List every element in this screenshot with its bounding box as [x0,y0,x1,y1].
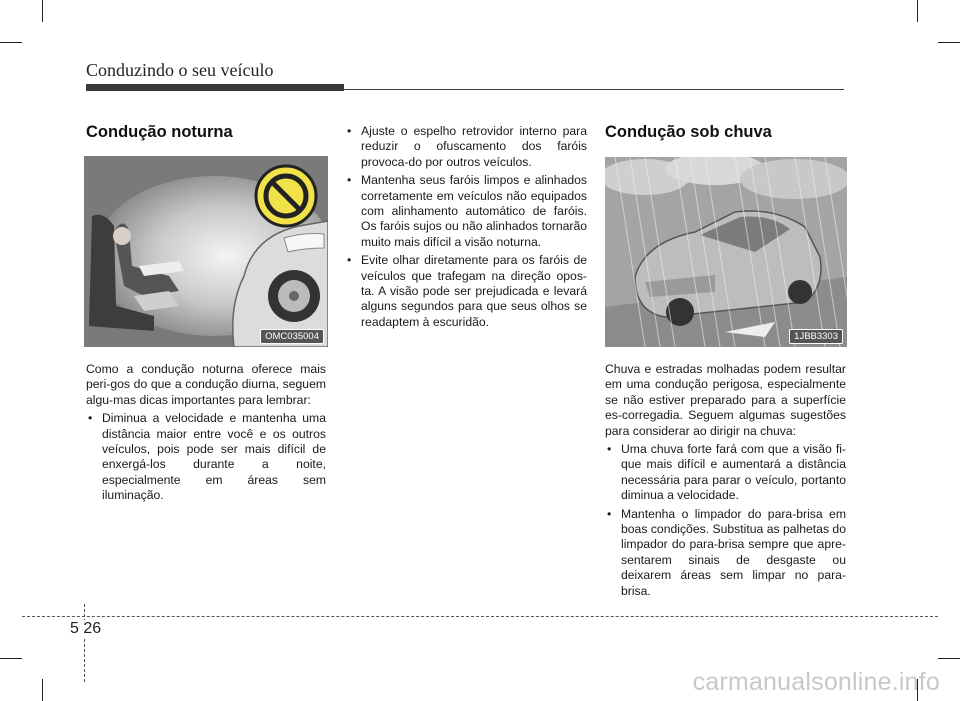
crop-mark [42,679,43,701]
bullet-glyph: • [347,173,352,188]
image-code-label: 1JBB3303 [789,329,843,344]
list-item [605,442,846,504]
bullet-glyph: • [347,253,352,268]
rain-intro: Chuva e estradas molhadas podem resultar em uma condução perigosa, especialmente se não estiver preparado para a superfície es-corregadia. Seguem algumas sugestões para considerar ao dirigir na chuva: [605,362,846,438]
rain-bullet-1: Uma chuva forte fará com que a visão fi-que mais difícil e aumentará a distância necessária para parar o veículo, portanto diminua a velocidade. [621,442,846,503]
list-item [345,173,587,250]
night-bullet-3: Mantenha seus faróis limpos e alinhados corretamente em veículos não equipados com alinhamento automático de faróis. Os faróis sujos ou não alinhados tornarão muito mais difícil a visão noturna. [361,173,587,249]
night-bullet-4: Evite olhar diretamente para os faróis de veículos que trafegam na direção opos-ta. A visão pode ser prejudicada e levará alguns segundos para que seus olhos se readaptem à escuridão. [361,253,587,329]
header-rule-thin [344,89,844,90]
bullet-glyph: • [88,411,93,426]
bullet-glyph: • [607,442,612,457]
list-item [345,253,587,330]
watermark-text: carmanualsonline.info [692,668,940,696]
rain-bullet-2: Mantenha o limpador do para-brisa em boas condições. Substitua as palhetas do limpador do para-brisa sempre que apre-sentarem sinais de desgaste ou deixarem áreas sem limpar no para-brisa. [621,506,846,598]
rain-driving-text [605,362,846,602]
list-item [345,124,587,170]
image-code-label: OMC035004 [260,329,324,344]
night-scene-graphic [84,156,328,347]
night-driving-illustration [84,156,328,347]
section-title-night-driving: Condução noturna [86,123,233,141]
night-driving-text [86,362,326,507]
list-item [86,411,326,503]
crop-mark [42,0,43,22]
crop-mark [938,658,960,659]
rain-driving-illustration [605,157,847,347]
crop-mark [0,42,22,43]
list-item [605,507,846,599]
page-number: 5 26 [70,620,102,637]
rain-scene-graphic [605,157,847,347]
night-intro: Como a condução noturna oferece mais peri-gos do que a condução diurna, seguem algu-mas dicas importantes para lembrar: [86,362,326,407]
chapter-title: Conduzindo o seu veículo [86,60,274,80]
crop-mark [0,658,22,659]
night-bullet-2: Ajuste o espelho retrovidor interno para reduzir o ofuscamento dos faróis provoca-do por outros veículos. [361,124,587,169]
bullet-glyph: • [607,506,612,521]
night-driving-continued [345,124,587,333]
crop-mark [917,0,918,22]
footer-dashed-vertical [84,604,85,682]
footer-dashed-rule [22,616,938,617]
header-rule-thick [86,84,344,91]
night-bullet-1: Diminua a velocidade e mantenha uma distância maior entre você e os outros veículos, pois pode ser mais difícil de enxergá-los durante a noite, especialmente em áreas sem iluminação. [102,411,326,503]
crop-mark [938,42,960,43]
bullet-glyph: • [347,124,352,138]
section-title-rain-driving: Condução sob chuva [605,123,772,141]
